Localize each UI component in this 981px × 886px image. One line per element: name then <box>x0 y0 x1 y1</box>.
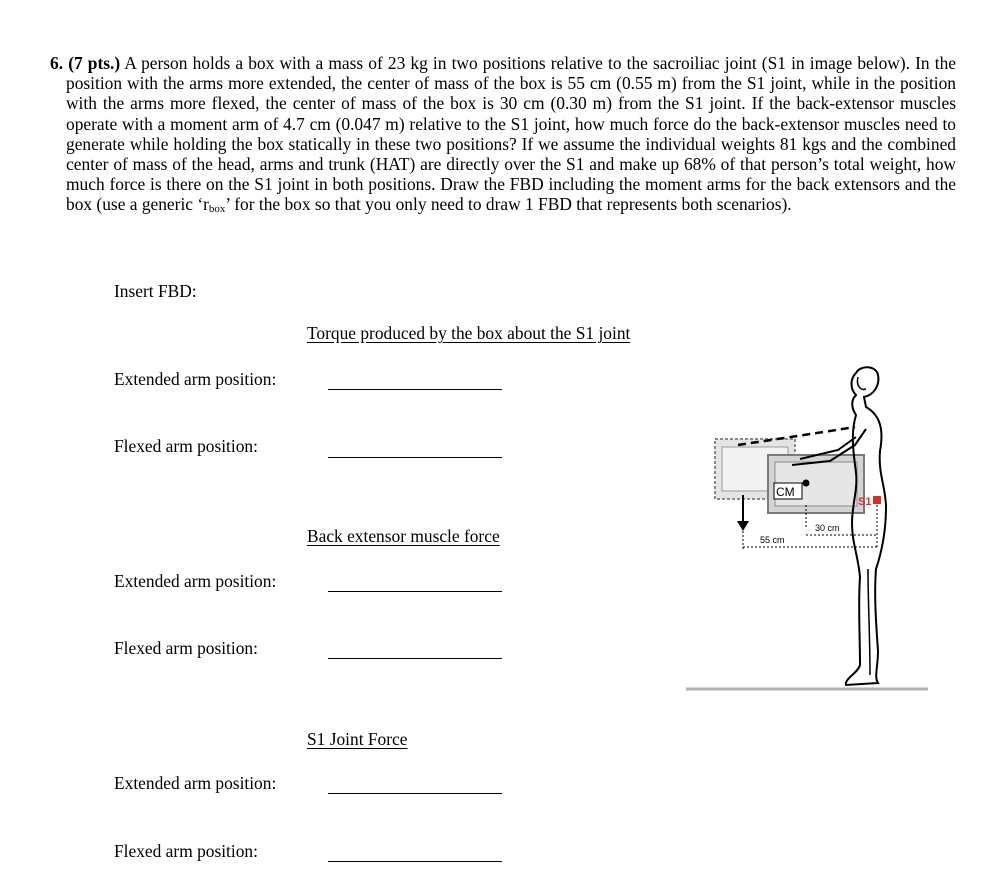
leg-line <box>868 569 870 675</box>
joint-extended-label: Extended arm position: <box>114 773 277 793</box>
s1-label: S1 <box>858 496 872 508</box>
muscle-flexed-label: Flexed arm position: <box>114 638 258 658</box>
extended-arm-dashed <box>738 427 855 445</box>
head-detail <box>857 377 866 389</box>
weight-arrow-head <box>737 521 749 531</box>
joint-flexed-answer-blank[interactable] <box>328 861 502 862</box>
r-box-subscript: box <box>208 203 226 216</box>
s1-marker <box>873 496 881 504</box>
muscle-extended-answer-blank[interactable] <box>328 591 502 592</box>
question-number: 6. <box>50 53 64 73</box>
question-text <box>50 53 956 215</box>
box-holding-figure <box>680 355 940 700</box>
joint-flexed-label: Flexed arm position: <box>114 841 258 861</box>
torque-flexed-answer-blank[interactable] <box>328 457 502 458</box>
muscle-extended-label: Extended arm position: <box>114 571 277 591</box>
torque-flexed-label: Flexed arm position: <box>114 436 258 456</box>
person-body <box>846 367 886 685</box>
joint-force-heading: S1 Joint Force <box>307 729 408 749</box>
cm-dot <box>803 480 810 487</box>
question-points: (7 pts.) <box>68 53 121 73</box>
torque-heading: Torque produced by the box about the S1 joint <box>307 323 631 343</box>
dim-far-label: 55 cm <box>760 535 785 545</box>
dim-near-label: 30 cm <box>815 523 840 533</box>
torque-extended-label: Extended arm position: <box>114 369 277 389</box>
question-body-2: ’ for the box so that you only need to draw 1 FBD that represents both scenarios). <box>225 194 792 215</box>
torque-extended-answer-blank[interactable] <box>328 389 502 390</box>
muscle-flexed-answer-blank[interactable] <box>328 658 502 659</box>
cm-label: CM <box>776 485 795 499</box>
muscle-force-heading: Back extensor muscle force <box>307 526 500 546</box>
question-body-1: A person holds a box with a mass of 23 kg in two positions relative to the sacroiliac joint (S1 in image below). In the position with the arms more extended, the center of mass of the box is 55 cm (0.55 m) from the S1 joint, while in the position with the arms more flexed, the center of mass of the box is 30 cm (0.30 m) from the S1 joint. If the back-extensor muscles operate with a moment arm of 4.7 cm (0.047 m) relative to the S1 joint, how much force do the back-extensor muscles need to generate while holding the box statically in these two positions? If we assume the individual weights 81 kgs and the combined center of mass of the head, arms and trunk (HAT) are directly over the S1 and make up 68% of that person’s total weight, how much force is there on the S1 joint in both positions. Draw the FBD including the moment arms for the back extensors and the box (use a generic ‘r <box>66 53 956 215</box>
joint-extended-answer-blank[interactable] <box>328 793 502 794</box>
insert-fbd-label: Insert FBD: <box>114 281 197 301</box>
